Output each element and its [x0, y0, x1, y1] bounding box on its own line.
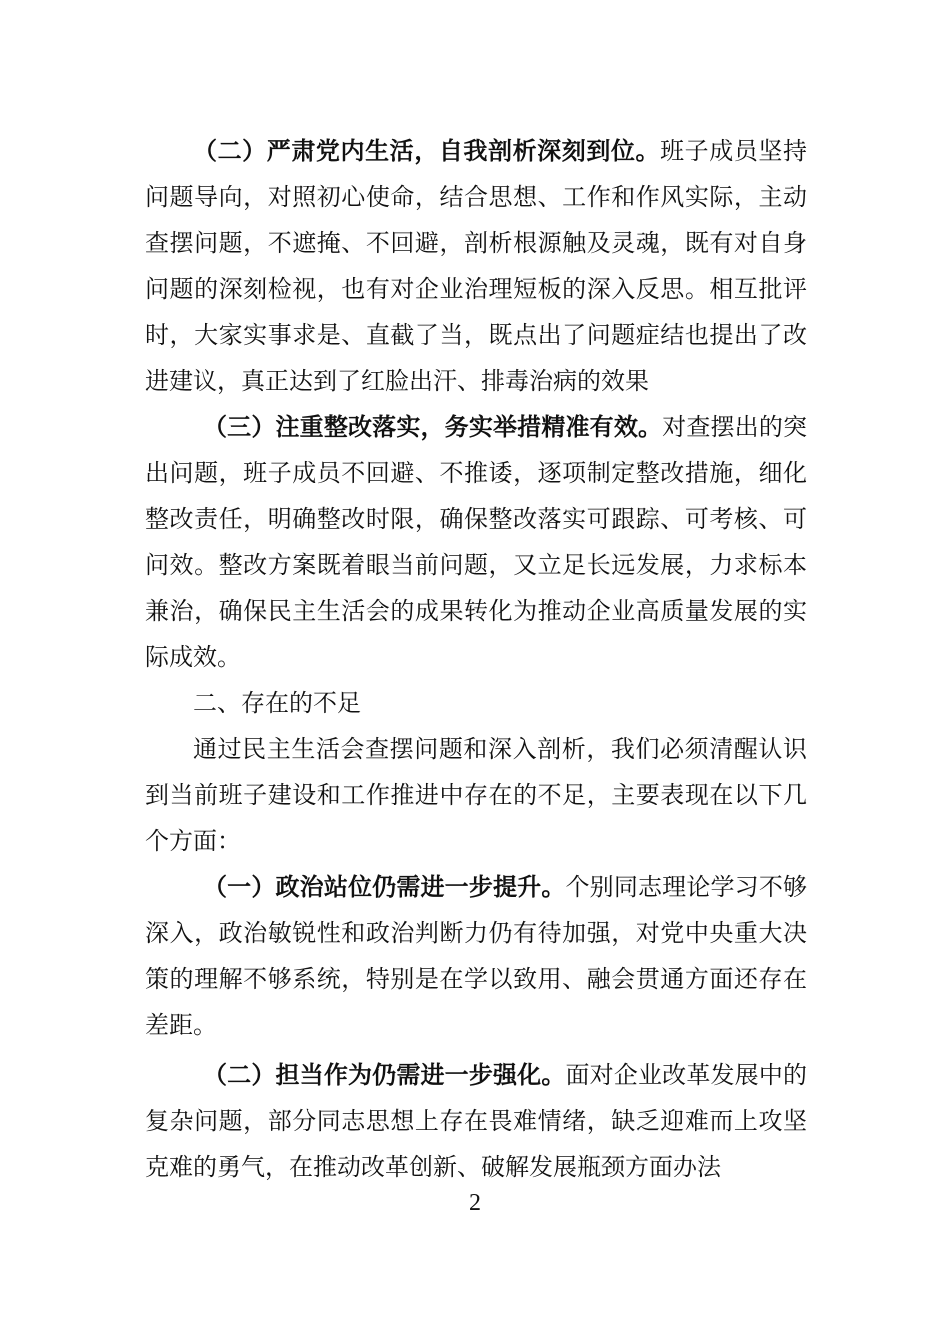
paragraph-lead: （二）严肃党内生活，自我剖析深刻到位。 — [193, 136, 661, 165]
paragraph-rectification — [145, 404, 807, 680]
paragraph-body: 对查摆出的突出问题，班子成员不回避、不推诿，逐项制定整改措施，细化整改责任，明确整改时限，确保整改落实可跟踪、可考核、可问效。整改方案既着眼当前问题，又立足长远发展，力求标本兼治，确保民主生活会的成果转化为推动企业高质量发展的实际成效。 — [145, 413, 808, 671]
document-body — [145, 128, 807, 1190]
deficiency-political-stance — [145, 864, 807, 1048]
paragraph-lead: （二）担当作为仍需进一步强化。 — [203, 1060, 566, 1089]
paragraph-body: 班子成员坚持问题导向，对照初心使命，结合思想、工作和作风实际，主动查摆问题，不遮掩、不回避，剖析根源触及灵魂，既有对自身问题的深刻检视，也有对企业治理短板的深入反思。相互批评时，大家实事求是、直截了当，既点出了问题症结也提出了改进建议，真正达到了红脸出汗、排毒治病的效果 — [145, 137, 808, 395]
section-heading: 二、存在的不足 — [193, 689, 361, 717]
paragraph-lead: （三）注重整改落实，务实举措精准有效。 — [203, 412, 663, 441]
section-intro: 通过民主生活会查摆问题和深入剖析，我们必须清醒认识到当前班子建设和工作推进中存在的不足，主要表现在以下几个方面： — [145, 735, 807, 855]
paragraph-body: 面对企业改革发展中的复杂问题，部分同志思想上存在畏难情绪，缺乏迎难而上攻坚克难的勇气，在推动改革创新、破解发展瓶颈方面办法 — [145, 1061, 807, 1181]
deficiency-responsibility — [145, 1052, 807, 1190]
paragraph-body: 个别同志理论学习不够深入，政治敏锐性和政治判断力仍有待加强，对党中央重大决策的理解不够系统，特别是在学以致用、融会贯通方面还存在差距。 — [145, 873, 807, 1039]
page-number: 2 — [469, 1190, 481, 1216]
paragraph-lead: （一）政治站位仍需进一步提升。 — [203, 872, 566, 901]
paragraph-strict-party-life — [145, 128, 807, 404]
